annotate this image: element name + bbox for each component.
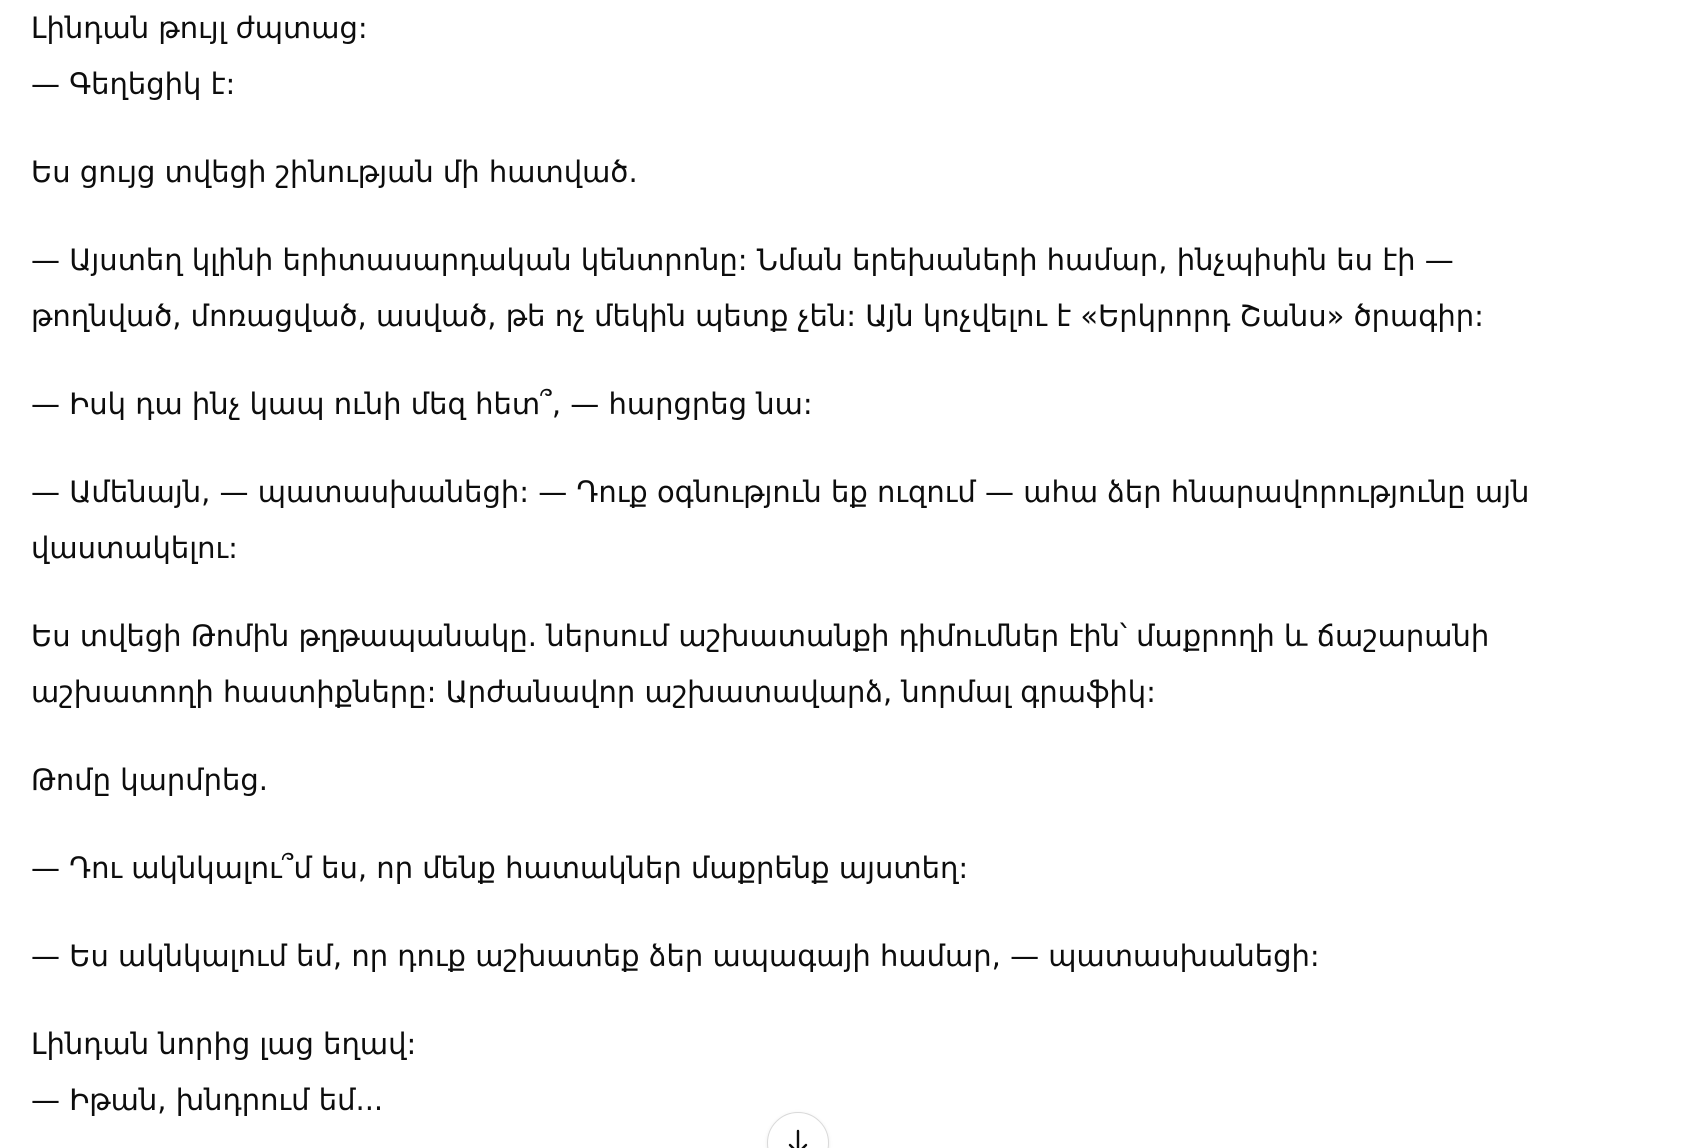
text-line: Ես ցույց տվեցի շինության մի հատված. — [31, 155, 638, 189]
paragraph — [31, 144, 1591, 200]
text-line: — Դու ակնկալու՞մ ես, որ մենք հատակներ մաքրենք այստեղ: — [31, 851, 969, 885]
text-line: թողնված, մոռացված, ասված, թե ոչ մեկին պետք չեն: Այն կոչվելու է «Երկրորդ Շանս» ծրագիր: — [31, 299, 1484, 333]
text-line: — Այստեղ կլինի երիտասարդական կենտրոնը: Նման երեխաների համար, ինչպիսին ես էի — — [31, 243, 1454, 277]
paragraph — [31, 608, 1591, 720]
text-line: — Ես ակնկալում եմ, որ դուք աշխատեք ձեր ապագայի համար, — պատասխանեցի: — [31, 939, 1320, 973]
text-line: Ես տվեցի Թոմին թղթապանակը. ներսում աշխատանքի դիմումներ էին՝ մաքրողի և ճաշարանի — [31, 619, 1490, 653]
paragraph — [31, 464, 1591, 576]
text-line: Լինդան նորից լաց եղավ: — [31, 1027, 417, 1061]
text-line: վաստակելու: — [31, 531, 238, 565]
paragraph — [31, 0, 1591, 112]
text-line: Թոմը կարմրեց. — [31, 763, 269, 797]
text-line: — Գեղեցիկ է: — [31, 67, 236, 101]
paragraph — [31, 840, 1591, 896]
paragraph — [31, 1016, 1591, 1128]
paragraph — [31, 752, 1591, 808]
arrow-down-icon — [786, 1127, 810, 1148]
text-line: — Իսկ դա ինչ կապ ունի մեզ հետ՞, — հարցրեց նա: — [31, 387, 813, 421]
text-line: — Ամենայն, — պատասխանեցի: — Դուք օգնություն եք ուզում — ահա ձեր հնարավորությունը այն — [31, 475, 1530, 509]
paragraph — [31, 928, 1591, 984]
paragraph — [31, 376, 1591, 432]
paragraph — [31, 232, 1591, 344]
text-line: աշխատողի հաստիքները: Արժանավոր աշխատավարձ, նորմալ գրաֆիկ: — [31, 675, 1156, 709]
text-line: Լինդան թույլ ժպտաց: — [31, 11, 368, 45]
text-line: — Իթան, խնդրում եմ... — [31, 1083, 384, 1117]
chat-message-content — [31, 0, 1591, 1148]
